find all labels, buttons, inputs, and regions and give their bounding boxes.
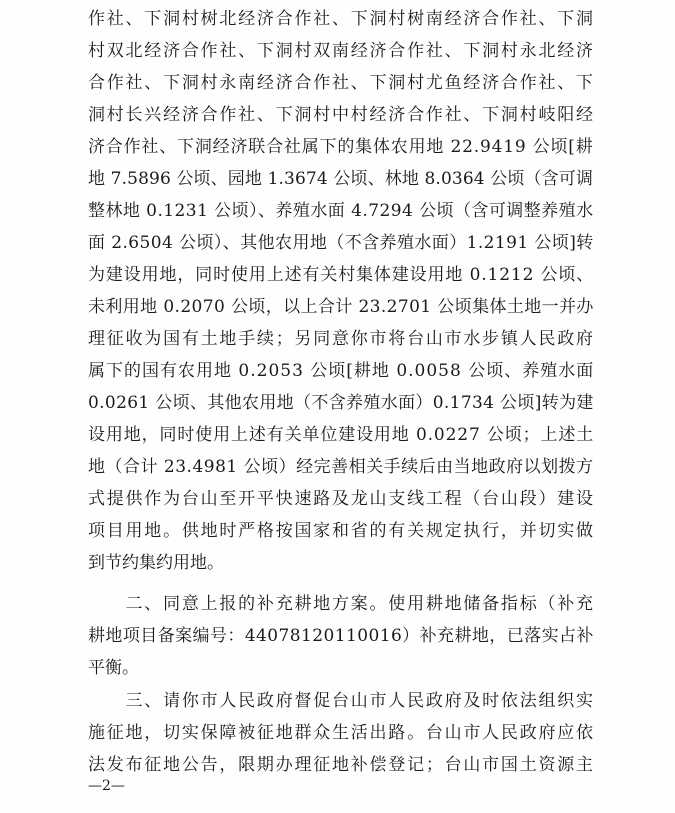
text-line: 属下的国有农用地 0.2053 公顷[耕地 0.0058 公顷、养殖水面 [88,361,595,381]
text-line: 村双北经济合作社、下洞村双南经济合作社、下洞村永北经济 [88,41,595,61]
text-line: 合作社、下洞村永南经济合作社、下洞村尤鱼经济合作社、下 [88,73,595,93]
text-line: 洞村长兴经济合作社、下洞村中村经济合作社、下洞村岐阳经 [88,105,595,125]
text-line: 地（合计 23.4981 公顷）经完善相关手续后由当地政府以划拨方 [88,457,594,477]
text-line: 施征地，切实保障被征地群众生活出路。台山市人民政府应依 [88,723,595,743]
text-line: 三、请你市人民政府督促台山市人民政府及时依法组织实 [88,691,595,711]
text-line: 二、同意上报的补充耕地方案。使用耕地储备指标（补充 [88,594,595,614]
text-line: 面 2.6504 公顷）、其他农用地（不含养殖水面）1.2191 公顷]转 [88,233,594,253]
text-line: 耕地项目备案编号：44078120110016）补充耕地，已落实占补 [88,626,594,646]
text-line: 地 7.5896 公顷、园地 1.3674 公顷、林地 8.0364 公顷（含可调 [88,169,593,189]
page-number: —2— [88,778,125,794]
text-line: 项目用地。供地时严格按国家和省的有关规定执行，并切实做 [88,521,595,541]
text-line: 未利用地 0.2070 公顷，以上合计 23.2701 公顷集体土地一并办 [88,297,594,317]
text-line: 为建设用地，同时使用上述有关村集体建设用地 0.1212 公顷、 [88,265,595,285]
text-line: 平衡。 [88,658,139,678]
text-line: 济合作社、下洞经济联合社属下的集体农用地 22.9419 公顷[耕 [88,137,594,157]
text-line: 设用地，同时使用上述有关单位建设用地 0.0227 公顷；上述土 [88,425,595,445]
text-line: 作社、下洞村树北经济合作社、下洞村树南经济合作社、下洞 [88,9,595,29]
text-line: 理征收为国有土地手续；另同意你市将台山市水步镇人民政府 [88,329,595,349]
text-line: 法发布征地公告，限期办理征地补偿登记；台山市国土资源主 [88,755,595,775]
text-line: 整林地 0.1231 公顷）、养殖水面 4.7294 公顷（含可调整养殖水 [88,201,594,221]
text-line: 到节约集约用地。 [88,553,224,573]
text-line: 式提供作为台山至开平快速路及龙山支线工程（台山段）建设 [88,489,595,509]
text-line: 0.0261 公顷、其他农用地（不含养殖水面）0.1734 公顷]转为建 [88,393,594,413]
